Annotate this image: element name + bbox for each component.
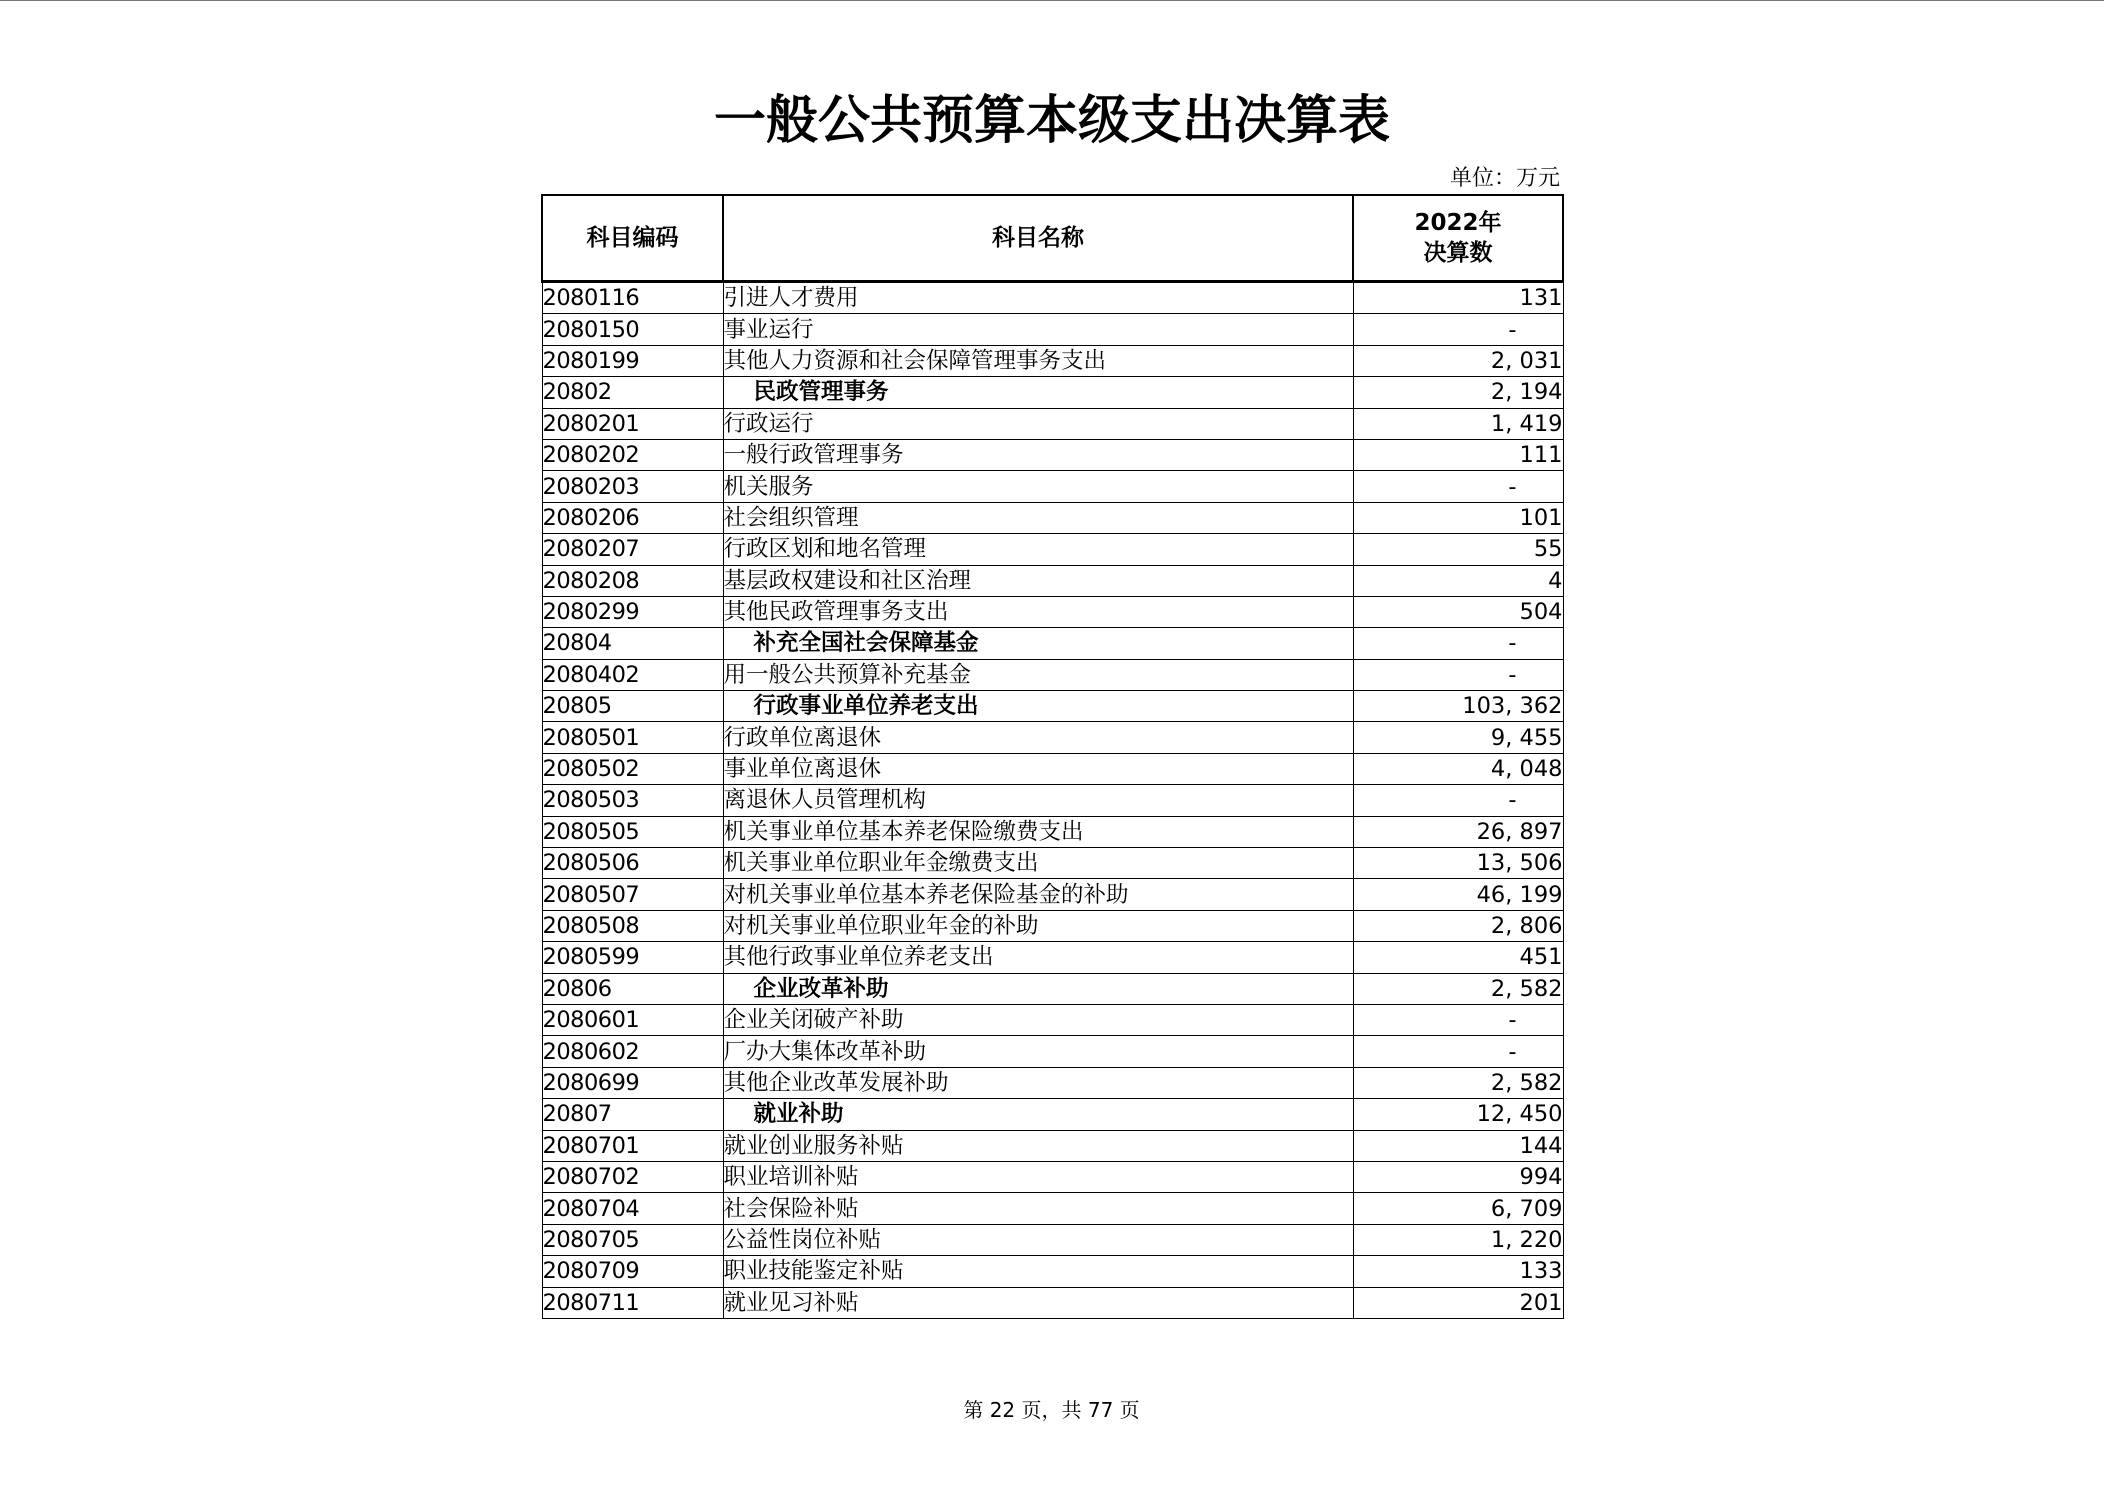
- cell-code: 2080203: [542, 471, 723, 502]
- cell-amount: 133: [1353, 1256, 1563, 1287]
- table-row: [542, 1004, 1563, 1035]
- table-row: [542, 502, 1563, 533]
- cell-amount: -: [1353, 1036, 1563, 1067]
- table-row: [542, 1256, 1563, 1287]
- cell-name: 企业关闭破产补助: [723, 1004, 1353, 1035]
- cell-amount: 994: [1353, 1161, 1563, 1192]
- cell-amount: -: [1353, 659, 1563, 690]
- cell-code: 2080702: [542, 1161, 723, 1192]
- cell-code: 2080601: [542, 1004, 723, 1035]
- cell-amount: 55: [1353, 534, 1563, 565]
- header-amount-label: 决算数: [1423, 240, 1493, 266]
- footer-middle: 页，共: [1021, 1398, 1082, 1422]
- cell-amount: 1, 220: [1353, 1224, 1563, 1255]
- header-amount: [1353, 195, 1563, 282]
- cell-code: 2080505: [542, 816, 723, 847]
- cell-code: 2080207: [542, 534, 723, 565]
- header-amount-year: 2022年: [1414, 210, 1502, 236]
- cell-amount: 46, 199: [1353, 879, 1563, 910]
- cell-amount: 201: [1353, 1287, 1563, 1318]
- cell-code: 20807: [542, 1099, 723, 1130]
- cell-code: 2080150: [542, 314, 723, 345]
- cell-code: 2080705: [542, 1224, 723, 1255]
- cell-name: 企业改革补助: [723, 973, 1353, 1004]
- cell-name: 其他行政事业单位养老支出: [723, 942, 1353, 973]
- cell-code: 2080402: [542, 659, 723, 690]
- cell-amount: 101: [1353, 502, 1563, 533]
- table-row-category: [542, 691, 1563, 722]
- cell-name: 行政事业单位养老支出: [723, 691, 1353, 722]
- table-row: [542, 345, 1563, 376]
- table-row-category: [542, 377, 1563, 408]
- cell-code: 2080508: [542, 910, 723, 941]
- cell-amount: 103, 362: [1353, 691, 1563, 722]
- cell-name: 引进人才费用: [723, 282, 1353, 314]
- budget-table: [541, 194, 1564, 1319]
- table-row-category: [542, 973, 1563, 1004]
- cell-name: 事业运行: [723, 314, 1353, 345]
- cell-name: 公益性岗位补贴: [723, 1224, 1353, 1255]
- table-row-category: [542, 1099, 1563, 1130]
- cell-code: 2080602: [542, 1036, 723, 1067]
- cell-amount: 2, 806: [1353, 910, 1563, 941]
- cell-code: 2080199: [542, 345, 723, 376]
- cell-code: 2080206: [542, 502, 723, 533]
- table-row: [542, 596, 1563, 627]
- cell-amount: 12, 450: [1353, 1099, 1563, 1130]
- footer-suffix: 页: [1119, 1398, 1140, 1422]
- cell-code: 2080709: [542, 1256, 723, 1287]
- cell-name: 职业技能鉴定补贴: [723, 1256, 1353, 1287]
- table-row: [542, 910, 1563, 941]
- cell-code: 2080503: [542, 785, 723, 816]
- table-row: [542, 659, 1563, 690]
- cell-amount: 26, 897: [1353, 816, 1563, 847]
- cell-name: 离退休人员管理机构: [723, 785, 1353, 816]
- cell-name: 补充全国社会保障基金: [723, 628, 1353, 659]
- cell-amount: -: [1353, 1004, 1563, 1035]
- cell-code: 2080202: [542, 439, 723, 470]
- table-row: [542, 534, 1563, 565]
- footer-total-pages: 77: [1087, 1398, 1114, 1422]
- table-row: [542, 816, 1563, 847]
- cell-name: 行政区划和地名管理: [723, 534, 1353, 565]
- cell-code: 2080502: [542, 753, 723, 784]
- cell-amount: 111: [1353, 439, 1563, 470]
- table-row: [542, 565, 1563, 596]
- table-row: [542, 1161, 1563, 1192]
- cell-name: 社会保险补贴: [723, 1193, 1353, 1224]
- cell-code: 2080699: [542, 1067, 723, 1098]
- cell-code: 2080501: [542, 722, 723, 753]
- table-row: [542, 471, 1563, 502]
- cell-code: 2080116: [542, 282, 723, 314]
- cell-name: 行政单位离退休: [723, 722, 1353, 753]
- cell-code: 2080507: [542, 879, 723, 910]
- cell-name: 厂办大集体改革补助: [723, 1036, 1353, 1067]
- cell-name: 用一般公共预算补充基金: [723, 659, 1353, 690]
- cell-name: 对机关事业单位职业年金的补助: [723, 910, 1353, 941]
- cell-amount: 2, 582: [1353, 1067, 1563, 1098]
- cell-name: 就业补助: [723, 1099, 1353, 1130]
- unit-label: 单位：万元: [1449, 166, 1560, 191]
- cell-amount: 4, 048: [1353, 753, 1563, 784]
- table-row: [542, 314, 1563, 345]
- cell-code: 20802: [542, 377, 723, 408]
- cell-name: 机关服务: [723, 471, 1353, 502]
- table-row: [542, 1287, 1563, 1318]
- cell-amount: 2, 194: [1353, 377, 1563, 408]
- table-row: [542, 722, 1563, 753]
- cell-amount: -: [1353, 471, 1563, 502]
- table-row: [542, 1130, 1563, 1161]
- cell-code: 20804: [542, 628, 723, 659]
- cell-name: 其他人力资源和社会保障管理事务支出: [723, 345, 1353, 376]
- cell-name: 就业创业服务补贴: [723, 1130, 1353, 1161]
- table-row: [542, 439, 1563, 470]
- cell-amount: -: [1353, 628, 1563, 659]
- table-row: [542, 282, 1563, 314]
- cell-code: 20805: [542, 691, 723, 722]
- cell-name: 对机关事业单位基本养老保险基金的补助: [723, 879, 1353, 910]
- cell-name: 就业见习补贴: [723, 1287, 1353, 1318]
- table-row: [542, 1193, 1563, 1224]
- table-row: [542, 1224, 1563, 1255]
- cell-amount: 2, 582: [1353, 973, 1563, 1004]
- table-row-category: [542, 628, 1563, 659]
- cell-amount: 4: [1353, 565, 1563, 596]
- cell-code: 2080704: [542, 1193, 723, 1224]
- cell-name: 社会组织管理: [723, 502, 1353, 533]
- cell-amount: 2, 031: [1353, 345, 1563, 376]
- cell-name: 民政管理事务: [723, 377, 1353, 408]
- cell-name: 基层政权建设和社区治理: [723, 565, 1353, 596]
- cell-code: 2080599: [542, 942, 723, 973]
- cell-name: 机关事业单位基本养老保险缴费支出: [723, 816, 1353, 847]
- cell-name: 机关事业单位职业年金缴费支出: [723, 848, 1353, 879]
- table-row: [542, 942, 1563, 973]
- footer-page-number: 22: [989, 1398, 1016, 1422]
- cell-amount: 131: [1353, 282, 1563, 314]
- table-row: [542, 785, 1563, 816]
- page-title: 一般公共预算本级支出决算表: [713, 91, 1390, 151]
- header-name: 科目名称: [723, 195, 1353, 282]
- page-top-border: [0, 0, 2104, 1]
- cell-name: 一般行政管理事务: [723, 439, 1353, 470]
- header-code: 科目编码: [542, 195, 723, 282]
- cell-amount: 144: [1353, 1130, 1563, 1161]
- table-header-row: [542, 195, 1563, 282]
- cell-amount: 13, 506: [1353, 848, 1563, 879]
- cell-code: 20806: [542, 973, 723, 1004]
- cell-amount: -: [1353, 785, 1563, 816]
- cell-code: 2080201: [542, 408, 723, 439]
- cell-amount: 1, 419: [1353, 408, 1563, 439]
- table-row: [542, 879, 1563, 910]
- cell-amount: 9, 455: [1353, 722, 1563, 753]
- table-row: [542, 753, 1563, 784]
- cell-code: 2080701: [542, 1130, 723, 1161]
- cell-amount: 6, 709: [1353, 1193, 1563, 1224]
- cell-amount: 451: [1353, 942, 1563, 973]
- cell-amount: 504: [1353, 596, 1563, 627]
- page-footer: [541, 1396, 1562, 1424]
- cell-name: 行政运行: [723, 408, 1353, 439]
- cell-name: 事业单位离退休: [723, 753, 1353, 784]
- table-row: [542, 408, 1563, 439]
- cell-amount: -: [1353, 314, 1563, 345]
- footer-prefix: 第: [963, 1398, 984, 1422]
- table-body: [542, 282, 1563, 1319]
- table-row: [542, 848, 1563, 879]
- table-row: [542, 1067, 1563, 1098]
- table-row: [542, 1036, 1563, 1067]
- cell-code: 2080208: [542, 565, 723, 596]
- cell-code: 2080299: [542, 596, 723, 627]
- cell-name: 职业培训补贴: [723, 1161, 1353, 1192]
- cell-code: 2080506: [542, 848, 723, 879]
- cell-name: 其他民政管理事务支出: [723, 596, 1353, 627]
- cell-code: 2080711: [542, 1287, 723, 1318]
- cell-name: 其他企业改革发展补助: [723, 1067, 1353, 1098]
